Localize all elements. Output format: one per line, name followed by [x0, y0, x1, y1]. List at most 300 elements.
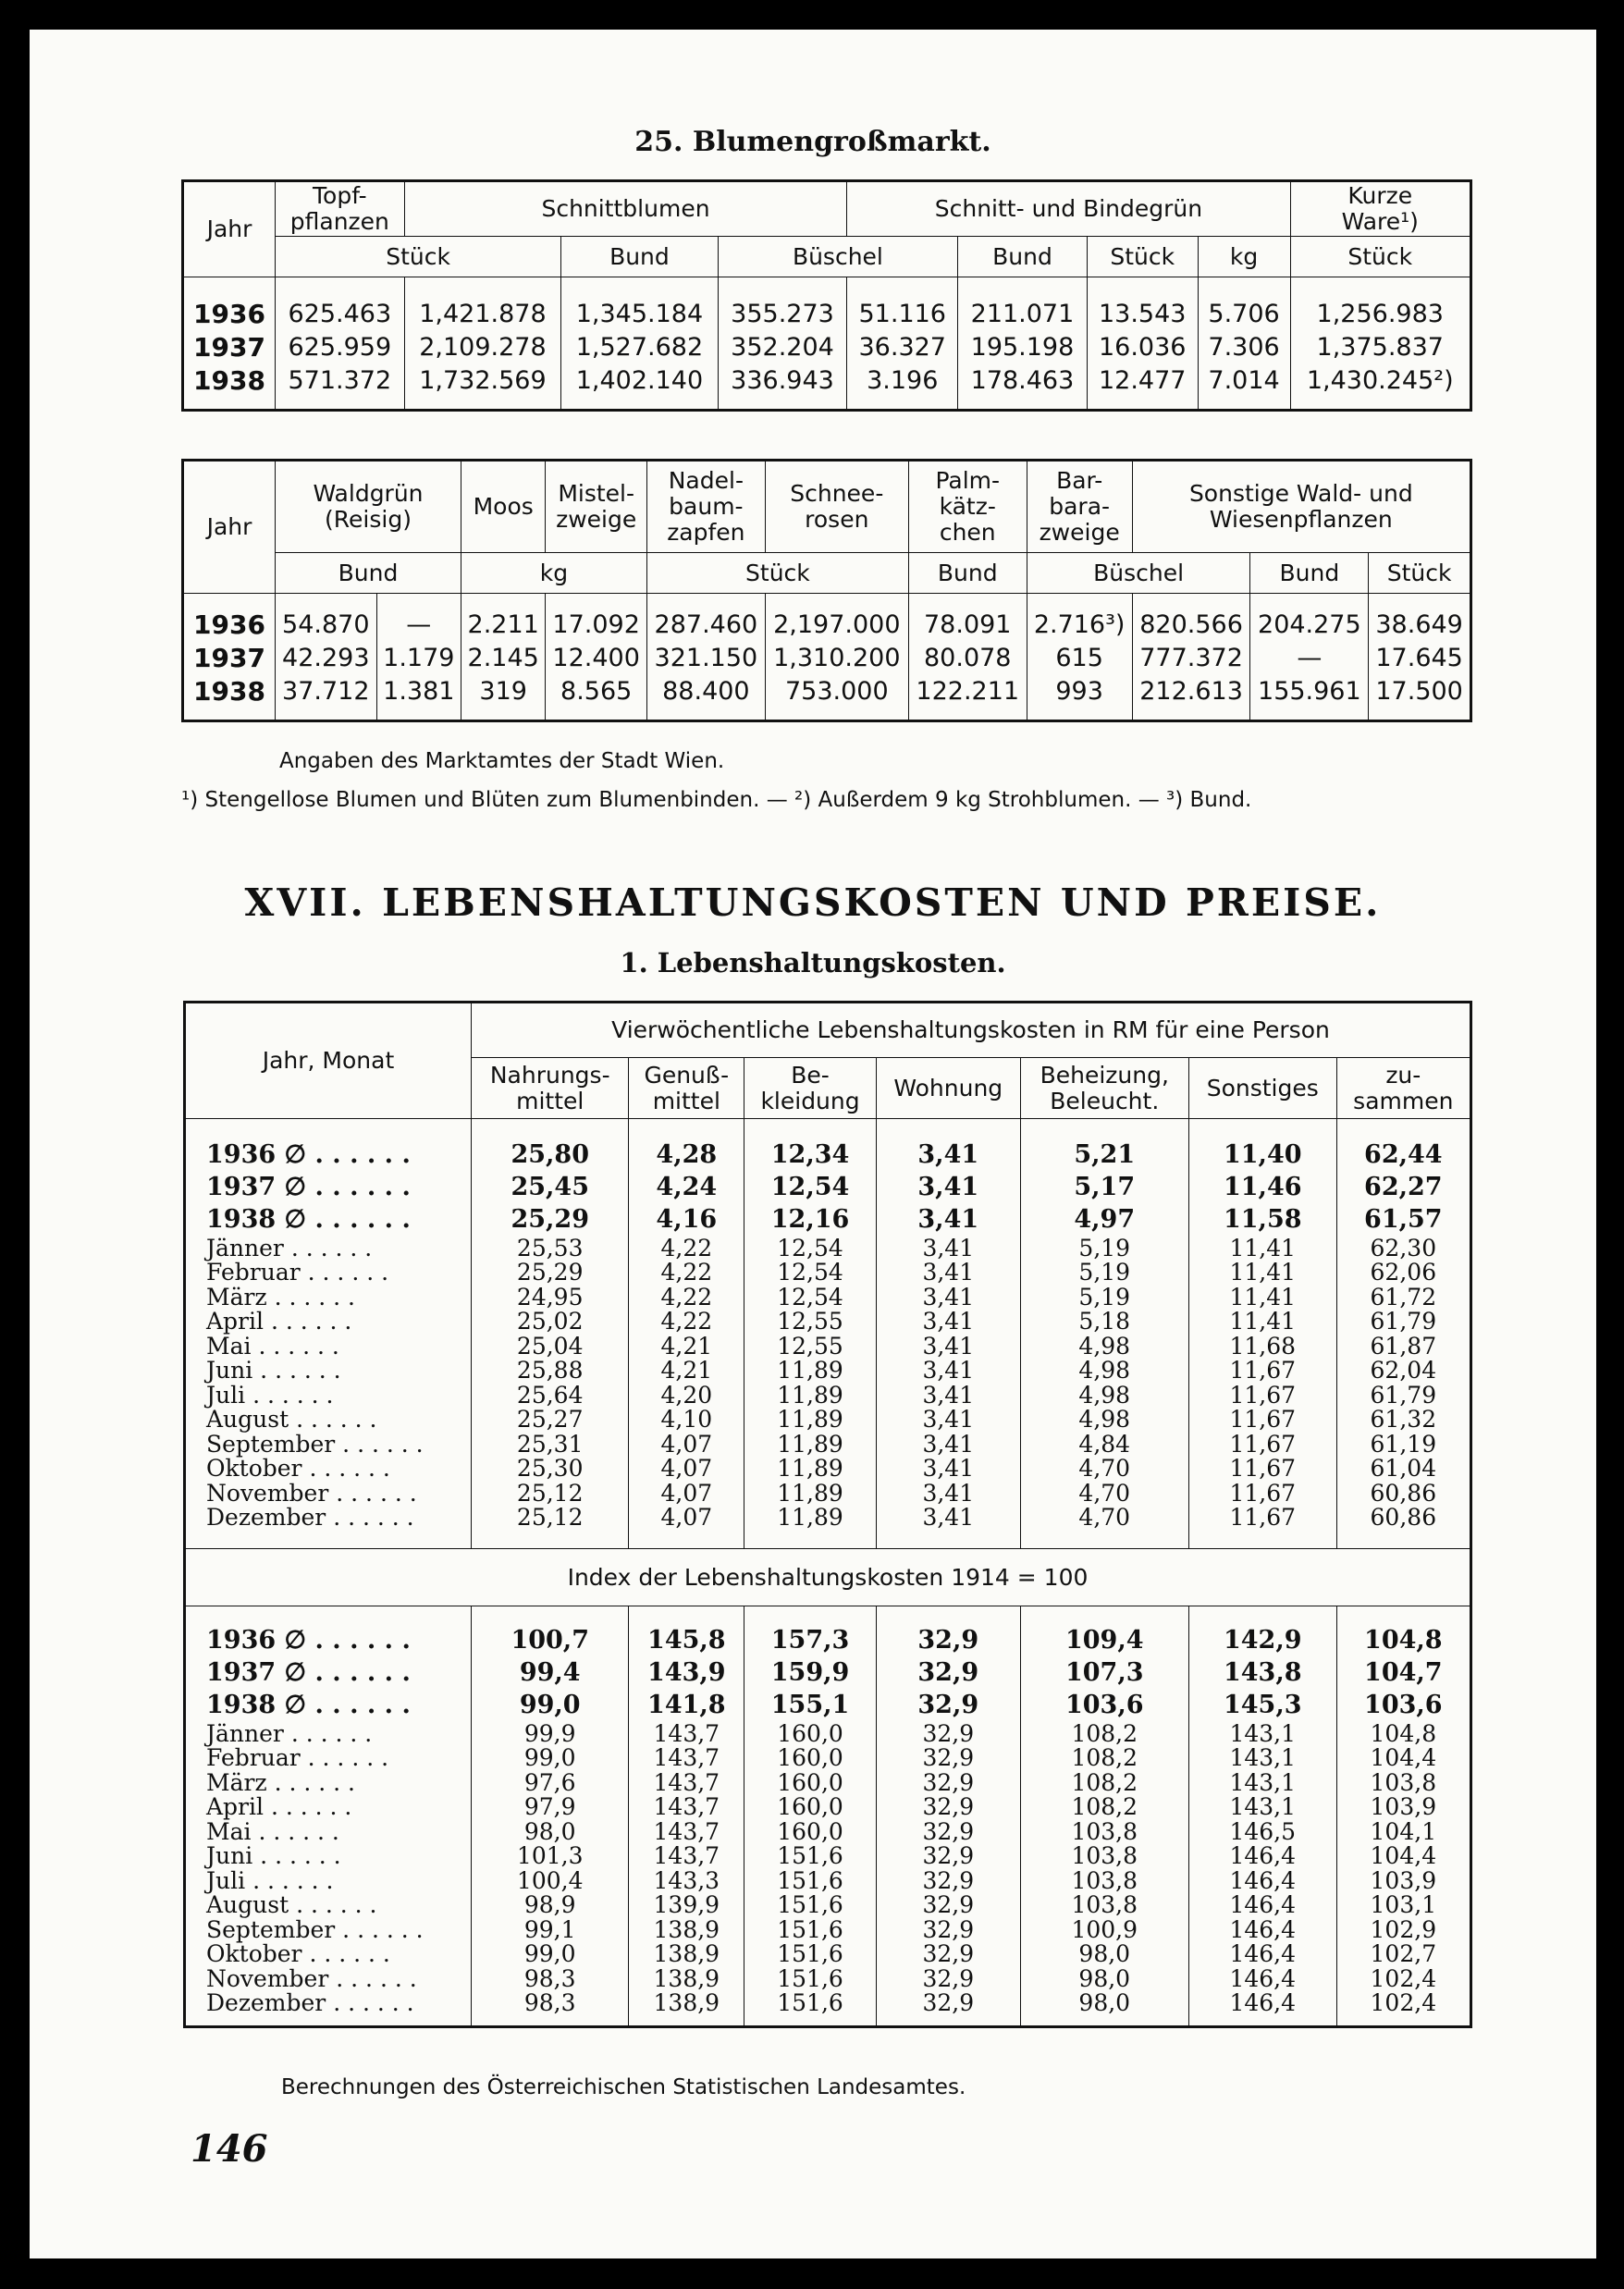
value-cell: 12,55 — [744, 1335, 877, 1360]
value-cell: 25,02 — [472, 1310, 629, 1335]
value-cell: 25,45 — [472, 1172, 629, 1204]
value-cell: 4,98 — [1020, 1384, 1188, 1409]
value-cell: 138,9 — [629, 1967, 744, 1992]
value-cell: 3,41 — [876, 1310, 1020, 1335]
value-cell: 4,07 — [629, 1457, 744, 1482]
value-cell: 3,41 — [876, 1172, 1020, 1204]
col-header-mistelzweige: Mistel- zweige — [546, 461, 647, 553]
value-cell: 103,6 — [1336, 1690, 1470, 1722]
table-row — [185, 1991, 1471, 2016]
col-header-schnittblumen: Schnittblumen — [404, 181, 847, 237]
value-cell: 287.460 — [646, 609, 765, 642]
value-cell: 25,88 — [472, 1359, 629, 1384]
value-cell: 11,41 — [1188, 1261, 1336, 1286]
value-cell: 151,6 — [744, 1942, 877, 1967]
value-cell: 17.500 — [1369, 675, 1471, 708]
value-cell: 25,64 — [472, 1384, 629, 1409]
value-cell: 11,67 — [1188, 1506, 1336, 1531]
row-label: August . . . — [185, 1408, 472, 1433]
value-cell: 4,16 — [629, 1204, 744, 1237]
unit-bund: Bund — [908, 553, 1027, 594]
value-cell: 3,41 — [876, 1384, 1020, 1409]
col-header-sonstige-pflanzen: Sonstige Wald- und Wiesenpflanzen — [1132, 461, 1470, 553]
value-cell: 145,3 — [1188, 1690, 1336, 1722]
value-cell: 25,12 — [472, 1506, 629, 1531]
value-cell: 61,19 — [1336, 1433, 1470, 1458]
value-cell: 178.463 — [958, 364, 1088, 398]
unit-bueschel: Büschel — [718, 237, 957, 277]
table-row — [185, 1771, 1471, 1796]
unit-stueck: Stück — [1290, 237, 1470, 277]
value-cell: 212.613 — [1132, 675, 1250, 708]
value-cell: 11,67 — [1188, 1457, 1336, 1482]
value-cell: 143,1 — [1188, 1771, 1336, 1796]
value-cell: 104,7 — [1336, 1657, 1470, 1690]
row-label: August . . . — [185, 1893, 472, 1918]
value-cell: 42.293 — [276, 642, 377, 675]
table-row — [185, 1204, 1471, 1237]
value-cell: — — [1250, 642, 1369, 675]
col-header-jahr: Jahr — [183, 181, 276, 277]
row-label: März . . . — [185, 1771, 472, 1796]
value-cell: 11,40 — [1188, 1139, 1336, 1172]
value-cell: 108,2 — [1020, 1746, 1188, 1771]
value-cell: 25,53 — [472, 1237, 629, 1261]
value-cell: 141,8 — [629, 1690, 744, 1722]
table-row — [185, 1967, 1471, 1992]
value-cell: 4,22 — [629, 1237, 744, 1261]
value-cell: 32,9 — [876, 1771, 1020, 1796]
value-cell: 146,4 — [1188, 1918, 1336, 1943]
value-cell: 11,67 — [1188, 1359, 1336, 1384]
value-cell: 80.078 — [908, 642, 1027, 675]
unit-stueck: Stück — [646, 553, 908, 594]
table-row — [185, 1310, 1471, 1335]
value-cell: 352.204 — [718, 331, 847, 364]
col-header-topfpflanzen: Topf- pflanzen — [276, 181, 405, 237]
value-cell: 571.372 — [276, 364, 405, 398]
value-cell: 62,06 — [1336, 1261, 1470, 1286]
row-label: 1938 ∅ . . . — [185, 1690, 472, 1722]
col-header-schnitt-bindegruen: Schnitt- und Bindegrün — [847, 181, 1290, 237]
value-cell: 25,04 — [472, 1335, 629, 1360]
value-cell: 12.477 — [1087, 364, 1198, 398]
value-cell: 2,197.000 — [765, 609, 908, 642]
col-header-cost-category: zu- sammen — [1336, 1058, 1470, 1119]
col-header-kurze-ware: Kurze Ware¹) — [1290, 181, 1470, 237]
value-cell: 160,0 — [744, 1820, 877, 1845]
value-cell: 4,22 — [629, 1286, 744, 1311]
value-cell: 4,70 — [1020, 1506, 1188, 1531]
value-cell: 62,27 — [1336, 1172, 1470, 1204]
value-cell: 159,9 — [744, 1657, 877, 1690]
value-cell: 108,2 — [1020, 1771, 1188, 1796]
value-cell: 142,9 — [1188, 1625, 1336, 1657]
row-label: Juli . . . — [185, 1869, 472, 1894]
section-title-blumengrossmarkt: 25. Blumengroßmarkt. — [634, 126, 991, 158]
value-cell: 143,7 — [629, 1844, 744, 1869]
value-cell: 139,9 — [629, 1893, 744, 1918]
col-header-palmkaetzchen: Palm- kätz- chen — [908, 461, 1027, 553]
value-cell: 3,41 — [876, 1433, 1020, 1458]
row-label: Februar . . . — [185, 1746, 472, 1771]
value-cell: 32,9 — [876, 1942, 1020, 1967]
table-row — [185, 1869, 1471, 1894]
value-cell: 155.961 — [1250, 675, 1369, 708]
value-cell: 12,54 — [744, 1261, 877, 1286]
value-cell: 102,4 — [1336, 1991, 1470, 2016]
value-cell: 99,9 — [472, 1722, 629, 1747]
value-cell: 103,6 — [1020, 1690, 1188, 1722]
value-cell: 777.372 — [1132, 642, 1250, 675]
table-row — [185, 1384, 1471, 1409]
value-cell: 103,8 — [1020, 1820, 1188, 1845]
value-cell: 97,6 — [472, 1771, 629, 1796]
row-label: 1937 ∅ . . . — [185, 1172, 472, 1204]
value-cell: 4,84 — [1020, 1433, 1188, 1458]
col-header-cost-category: Sonstiges — [1188, 1058, 1336, 1119]
table-row — [185, 1172, 1471, 1204]
value-cell: 143,7 — [629, 1795, 744, 1820]
value-cell: 61,79 — [1336, 1384, 1470, 1409]
table-row — [185, 1457, 1471, 1482]
table-row — [185, 1408, 1471, 1433]
value-cell: 11,89 — [744, 1408, 877, 1433]
value-cell: 98,0 — [1020, 1942, 1188, 1967]
value-cell: 60,86 — [1336, 1506, 1470, 1531]
value-cell: 4,20 — [629, 1384, 744, 1409]
value-cell: 1,310.200 — [765, 642, 908, 675]
row-label: Juni . . . — [185, 1844, 472, 1869]
value-cell: 11,41 — [1188, 1237, 1336, 1261]
value-cell: 138,9 — [629, 1942, 744, 1967]
value-cell: 24,95 — [472, 1286, 629, 1311]
value-cell: 99,0 — [472, 1942, 629, 1967]
value-cell: 25,29 — [472, 1261, 629, 1286]
value-cell: 98,0 — [1020, 1991, 1188, 2016]
col-header-vierwoechentlich: Vierwöchentliche Lebenshaltungskosten in RM für eine Person — [472, 1003, 1471, 1058]
value-cell: 98,3 — [472, 1991, 629, 2016]
value-cell: 157,3 — [744, 1625, 877, 1657]
table-row — [183, 298, 1471, 331]
value-cell: 2.716³) — [1027, 609, 1132, 642]
value-cell: 100,7 — [472, 1625, 629, 1657]
value-cell: 32,9 — [876, 1746, 1020, 1771]
value-cell: 8.565 — [546, 675, 647, 708]
value-cell: 32,9 — [876, 1967, 1020, 1992]
table-row — [185, 1335, 1471, 1360]
col-header-jahr-monat: Jahr, Monat — [185, 1003, 472, 1119]
value-cell: 32,9 — [876, 1869, 1020, 1894]
value-cell: 143,3 — [629, 1869, 744, 1894]
value-cell: 4,97 — [1020, 1204, 1188, 1237]
value-cell: 143,7 — [629, 1820, 744, 1845]
value-cell: 100,4 — [472, 1869, 629, 1894]
value-cell: 107,3 — [1020, 1657, 1188, 1690]
value-cell: 143,1 — [1188, 1722, 1336, 1747]
value-cell: 122.211 — [908, 675, 1027, 708]
value-cell: 104,4 — [1336, 1844, 1470, 1869]
table-row — [185, 1139, 1471, 1172]
value-cell: 103,9 — [1336, 1869, 1470, 1894]
value-cell: 61,57 — [1336, 1204, 1470, 1237]
unit-kg: kg — [461, 553, 646, 594]
value-cell: 4,21 — [629, 1359, 744, 1384]
unit-stueck: Stück — [276, 237, 561, 277]
value-cell: 319 — [461, 675, 545, 708]
row-label: Jänner . . . — [185, 1722, 472, 1747]
value-cell: 160,0 — [744, 1795, 877, 1820]
value-cell: 5,19 — [1020, 1237, 1188, 1261]
value-cell: 36.327 — [847, 331, 958, 364]
value-cell: 62,04 — [1336, 1359, 1470, 1384]
value-cell: 4,70 — [1020, 1457, 1188, 1482]
table-row — [185, 1261, 1471, 1286]
value-cell: 51.116 — [847, 298, 958, 331]
row-label: 1937 ∅ . . . — [185, 1657, 472, 1690]
col-header-waldgruen: Waldgrün (Reisig) — [276, 461, 461, 553]
value-cell: 32,9 — [876, 1722, 1020, 1747]
value-cell: 143,9 — [629, 1657, 744, 1690]
value-cell: 12.400 — [546, 642, 647, 675]
value-cell: 11,58 — [1188, 1204, 1336, 1237]
value-cell: 3,41 — [876, 1335, 1020, 1360]
value-cell: 4,98 — [1020, 1408, 1188, 1433]
value-cell: 11,89 — [744, 1359, 877, 1384]
value-cell: 13.543 — [1087, 298, 1198, 331]
value-cell: 32,9 — [876, 1625, 1020, 1657]
value-cell: 17.092 — [546, 609, 647, 642]
value-cell: 146,4 — [1188, 1991, 1336, 2016]
value-cell: 25,27 — [472, 1408, 629, 1433]
col-header-nadelbaumzapfen: Nadel- baum- zapfen — [646, 461, 765, 553]
value-cell: 88.400 — [646, 675, 765, 708]
value-cell: 102,7 — [1336, 1942, 1470, 1967]
row-label: Mai . . . — [185, 1820, 472, 1845]
row-label: Juni . . . — [185, 1359, 472, 1384]
row-label: April . . . — [185, 1310, 472, 1335]
value-cell: 98,9 — [472, 1893, 629, 1918]
value-cell: 143,1 — [1188, 1795, 1336, 1820]
value-cell: 3,41 — [876, 1506, 1020, 1531]
value-cell: 146,4 — [1188, 1869, 1336, 1894]
table-row — [185, 1690, 1471, 1722]
value-cell: 16.036 — [1087, 331, 1198, 364]
table-row — [185, 1657, 1471, 1690]
value-cell: 25,30 — [472, 1457, 629, 1482]
value-cell: 3,41 — [876, 1204, 1020, 1237]
value-cell: 3,41 — [876, 1237, 1020, 1261]
value-cell: 3,41 — [876, 1457, 1020, 1482]
value-cell: 625.959 — [276, 331, 405, 364]
value-cell: 160,0 — [744, 1771, 877, 1796]
value-cell: 100,9 — [1020, 1918, 1188, 1943]
table-row — [185, 1286, 1471, 1311]
value-cell: 143,7 — [629, 1771, 744, 1796]
value-cell: 103,8 — [1020, 1844, 1188, 1869]
unit-kg: kg — [1198, 237, 1290, 277]
value-cell: 7.306 — [1198, 331, 1290, 364]
value-cell: 25,12 — [472, 1482, 629, 1507]
row-label: März . . . — [185, 1286, 472, 1311]
value-cell: 78.091 — [908, 609, 1027, 642]
value-cell: 11,89 — [744, 1457, 877, 1482]
value-cell: 11,89 — [744, 1384, 877, 1409]
year-cell: 1938 — [193, 364, 265, 396]
table-row — [185, 1893, 1471, 1918]
value-cell: 5,19 — [1020, 1286, 1188, 1311]
value-cell: 3.196 — [847, 364, 958, 398]
value-cell: 11,89 — [744, 1433, 877, 1458]
value-cell: 99,0 — [472, 1690, 629, 1722]
value-cell: 820.566 — [1132, 609, 1250, 642]
col-header-cost-category: Beheizung, Beleucht. — [1020, 1058, 1188, 1119]
value-cell: 102,4 — [1336, 1967, 1470, 1992]
value-cell: 103,8 — [1020, 1869, 1188, 1894]
value-cell: 151,6 — [744, 1893, 877, 1918]
value-cell: 4,22 — [629, 1261, 744, 1286]
value-cell: 145,8 — [629, 1625, 744, 1657]
value-cell: 11,67 — [1188, 1482, 1336, 1507]
unit-bund: Bund — [276, 553, 461, 594]
value-cell: 2.211 — [461, 609, 545, 642]
col-header-barbarazweige: Bar- bara- zweige — [1027, 461, 1132, 553]
value-cell: 25,31 — [472, 1433, 629, 1458]
row-label: Februar . . . — [185, 1261, 472, 1286]
row-label: 1936 ∅ . . . — [185, 1139, 472, 1172]
value-cell: 32,9 — [876, 1690, 1020, 1722]
value-cell: 151,6 — [744, 1991, 877, 2016]
row-label: Oktober . . . — [185, 1457, 472, 1482]
value-cell: 32,9 — [876, 1657, 1020, 1690]
table-row — [185, 1482, 1471, 1507]
value-cell: 12,54 — [744, 1286, 877, 1311]
row-label: Jänner . . . — [185, 1237, 472, 1261]
table-row — [185, 1844, 1471, 1869]
value-cell: 97,9 — [472, 1795, 629, 1820]
value-cell: 61,72 — [1336, 1286, 1470, 1311]
value-cell: 103,9 — [1336, 1795, 1470, 1820]
value-cell: 4,21 — [629, 1335, 744, 1360]
value-cell: 7.014 — [1198, 364, 1290, 398]
value-cell: 25,29 — [472, 1204, 629, 1237]
value-cell: 4,07 — [629, 1433, 744, 1458]
table-row — [185, 1918, 1471, 1943]
value-cell: 1.179 — [376, 642, 461, 675]
value-cell: 32,9 — [876, 1991, 1020, 2016]
value-cell: 4,98 — [1020, 1359, 1188, 1384]
row-label: Mai . . . — [185, 1335, 472, 1360]
year-cell: 1937 — [193, 642, 265, 673]
value-cell: 17.645 — [1369, 642, 1471, 675]
value-cell: 3,41 — [876, 1139, 1020, 1172]
value-cell: 103,8 — [1336, 1771, 1470, 1796]
row-label: 1936 ∅ . . . — [185, 1625, 472, 1657]
value-cell: 753.000 — [765, 675, 908, 708]
value-cell: 1,345.184 — [561, 298, 719, 331]
row-label: 1938 ∅ . . . — [185, 1204, 472, 1237]
value-cell: 98,3 — [472, 1967, 629, 1992]
table-row — [183, 675, 1471, 708]
value-cell: 32,9 — [876, 1918, 1020, 1943]
value-cell: 160,0 — [744, 1722, 877, 1747]
value-cell: 2.145 — [461, 642, 545, 675]
value-cell: 37.712 — [276, 675, 377, 708]
living-costs-table — [183, 1001, 1472, 2028]
table-row — [185, 1359, 1471, 1384]
col-header-jahr: Jahr — [183, 461, 276, 594]
value-cell: 155,1 — [744, 1690, 877, 1722]
table-row — [185, 1433, 1471, 1458]
table-row — [185, 1942, 1471, 1967]
row-label: Dezember . . . — [185, 1991, 472, 2016]
value-cell: 336.943 — [718, 364, 847, 398]
unit-stueck: Stück — [1369, 553, 1471, 594]
row-label: September . . . — [185, 1433, 472, 1458]
value-cell: 11,41 — [1188, 1286, 1336, 1311]
row-label: November . . . — [185, 1482, 472, 1507]
table-row — [183, 364, 1471, 398]
section-title-lebenshaltungskosten: 1. Lebenshaltungskosten. — [620, 947, 1006, 978]
value-cell: 11,41 — [1188, 1310, 1336, 1335]
value-cell: 3,41 — [876, 1286, 1020, 1311]
value-cell: 12,55 — [744, 1310, 877, 1335]
value-cell: 103,8 — [1020, 1893, 1188, 1918]
source-note-landesamt: Berechnungen des Österreichischen Statistischen Landesamtes. — [281, 2075, 966, 2099]
value-cell: 4,22 — [629, 1310, 744, 1335]
value-cell: 1,732.569 — [404, 364, 561, 398]
table-row — [185, 1625, 1471, 1657]
col-header-cost-category: Genuß- mittel — [629, 1058, 744, 1119]
value-cell: 146,4 — [1188, 1844, 1336, 1869]
value-cell: 321.150 — [646, 642, 765, 675]
value-cell: 1,430.245²) — [1290, 364, 1470, 398]
flower-market-table-1 — [181, 179, 1472, 412]
table-row — [183, 609, 1471, 642]
value-cell: 108,2 — [1020, 1722, 1188, 1747]
value-cell: 32,9 — [876, 1820, 1020, 1845]
col-header-moos: Moos — [461, 461, 545, 553]
value-cell: 62,30 — [1336, 1237, 1470, 1261]
index-subtitle: Index der Lebenshaltungskosten 1914 = 100 — [185, 1549, 1471, 1606]
value-cell: 11,68 — [1188, 1335, 1336, 1360]
value-cell: 5,21 — [1020, 1139, 1188, 1172]
value-cell: 25,80 — [472, 1139, 629, 1172]
year-cell: 1936 — [193, 298, 265, 329]
value-cell: 12,54 — [744, 1237, 877, 1261]
table-row — [185, 1820, 1471, 1845]
value-cell: 3,41 — [876, 1261, 1020, 1286]
value-cell: 211.071 — [958, 298, 1088, 331]
col-header-cost-category: Nahrungs- mittel — [472, 1058, 629, 1119]
value-cell: 104,4 — [1336, 1746, 1470, 1771]
value-cell: 11,67 — [1188, 1384, 1336, 1409]
value-cell: 102,9 — [1336, 1918, 1470, 1943]
value-cell: 138,9 — [629, 1991, 744, 2016]
value-cell: 32,9 — [876, 1844, 1020, 1869]
value-cell: 11,67 — [1188, 1408, 1336, 1433]
value-cell: 5,19 — [1020, 1261, 1188, 1286]
unit-bund: Bund — [561, 237, 719, 277]
row-label: Oktober . . . — [185, 1942, 472, 1967]
row-label: September . . . — [185, 1918, 472, 1943]
value-cell: 625.463 — [276, 298, 405, 331]
value-cell: 3,41 — [876, 1359, 1020, 1384]
value-cell: 4,07 — [629, 1506, 744, 1531]
value-cell: 104,8 — [1336, 1722, 1470, 1747]
value-cell: 98,0 — [1020, 1967, 1188, 1992]
value-cell: 104,1 — [1336, 1820, 1470, 1845]
